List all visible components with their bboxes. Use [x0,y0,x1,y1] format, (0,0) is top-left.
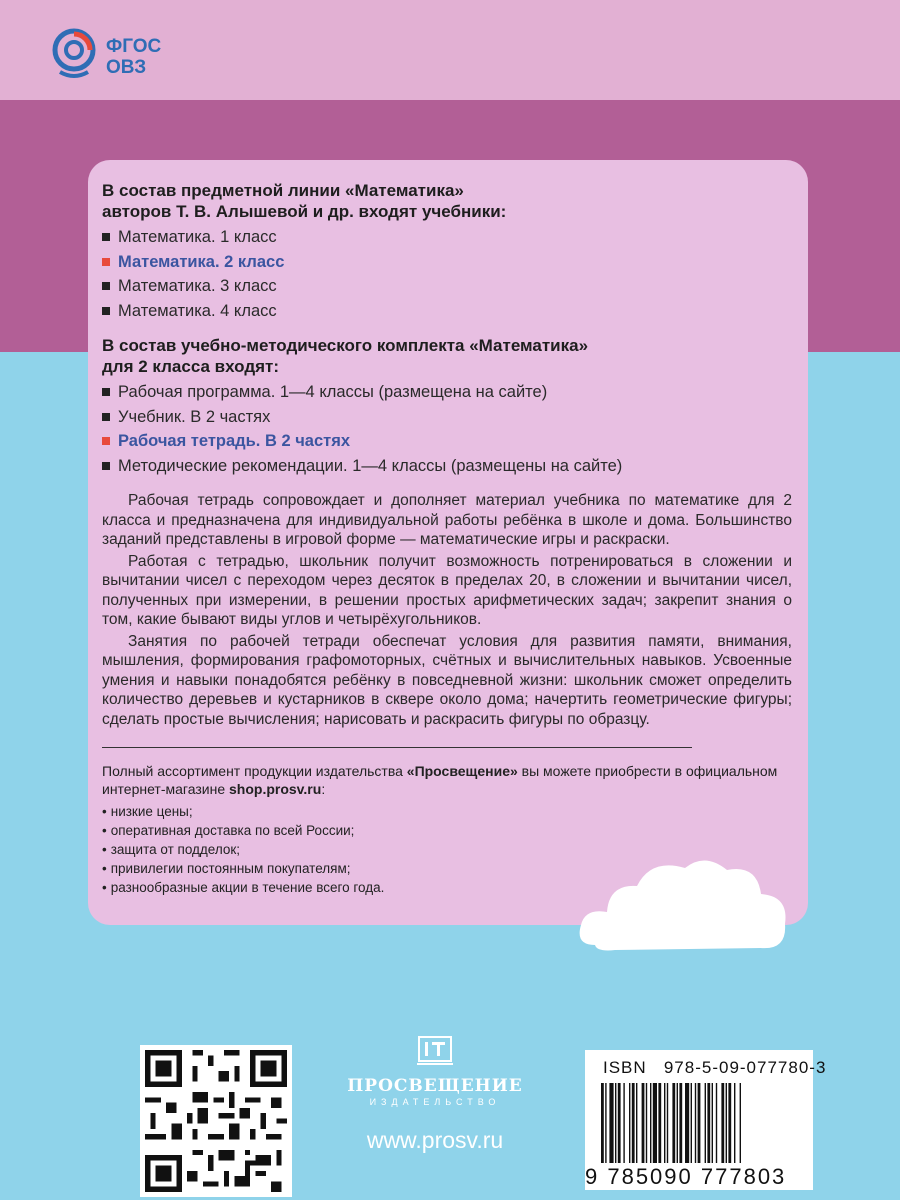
shop-notice [102,762,792,798]
square-bullet-icon [102,258,110,266]
square-bullet-icon [102,413,110,421]
square-bullet-icon [102,388,110,396]
logo-line-1: ФГОС [106,36,162,57]
fgos-ovz-logo [50,28,180,83]
list-item-label: Математика. 1 класс [118,228,277,246]
list-item: • оперативная доставка по всей России; [102,821,792,840]
list-item [102,225,792,250]
square-bullet-icon [102,437,110,445]
square-bullet-icon [102,462,110,470]
panel-content [102,180,792,897]
shop-publisher-name: «Просвещение» [406,763,518,779]
list-item-label: Методические рекомендации. 1—4 классы (размещены на сайте) [118,456,623,475]
publisher-url: www.prosv.ru [366,1127,504,1153]
list-item: • разнообразные акции в течение всего года. [102,878,792,897]
kit-heading-2: для 2 класса входят: [102,357,280,376]
subject-line-section [102,180,792,323]
fgos-circle-icon [50,28,98,80]
kit-section [102,335,792,478]
kit-list [102,380,792,478]
logo-line-2: ОВЗ [106,57,147,78]
cloud-illustration [575,850,795,970]
list-item-label: Рабочая тетрадь. В 2 частях [118,432,351,450]
textbook-list [102,225,792,323]
list-item [102,454,792,479]
square-bullet-icon [102,233,110,241]
publisher-logo-icon [415,1035,455,1067]
square-bullet-icon [102,307,110,315]
publisher-block [340,1035,530,1155]
logo-text [106,36,161,78]
info-panel [88,160,808,925]
isbn-label: ISBN 978-5-09-077780-3 [603,1058,827,1077]
divider [102,747,692,748]
list-item: • привилегии постоянным покупателям; [102,859,792,878]
kit-heading [102,335,792,377]
shop-text-middle: вы можете приобрести в официальном интернет-магазине [102,763,778,797]
subject-line-heading-1: В состав предметной линии «Математика» [102,181,464,200]
shop-site-link: shop.prosv.ru [229,781,322,797]
list-item-label: Математика. 4 класс [118,301,277,320]
list-item [102,405,792,430]
shop-text-before: Полный ассортимент продукции издательства [102,763,407,779]
list-item: • защита от подделок; [102,840,792,859]
square-bullet-icon [102,282,110,290]
isbn-barcode-box [585,1050,827,1190]
list-item [102,299,792,324]
list-item [102,380,792,405]
barcode-digits: 9 785090 777803 [585,1164,787,1189]
list-item-label: Математика. 2 класс [118,252,285,271]
list-item-label: Учебник. В 2 частях [118,407,271,426]
subject-line-heading-2: авторов Т. В. Алышевой и др. входят учебники: [102,202,507,221]
description-paragraph-3: Занятия по рабочей тетради обеспечат условия для развития памяти, внимания, мышления, формирования графомоторных, счётных и вычислительных навыков. Усвоенные умения и навыки понадобятся ребёнку в повседневной жизни: школьник сможет определить количество деревьев и кустарников в сквере около дома; начертить геометрические фигуры; сделать простые вычисления; нарисовать и раскрасить фигуры по образцу. [102,632,792,728]
kit-heading-1: В состав учебно-методического комплекта «Математика» [102,336,589,355]
subject-line-heading [102,180,792,222]
description-paragraph-2: Работая с тетрадью, школьник получит возможность потренироваться в сложении и вычитании чисел с переходом через десяток в пределах 20, в сложении и вычитании чисел, полученных при измерении, в решении простых арифметических задач; закрепит знания о том, какие бывают виды углов и четырёхугольников. [102,552,792,628]
list-item-highlighted [102,250,792,275]
description [102,491,792,729]
list-item: • низкие цены; [102,802,792,821]
publisher-subtitle: ИЗДАТЕЛЬСТВО [369,1097,501,1107]
publisher-name: ПРОСВЕЩЕНИЕ [347,1076,523,1096]
list-item-label: Математика. 3 класс [118,277,277,295]
list-item [102,274,792,299]
barcode [599,1083,801,1163]
shop-text-after: : [321,781,326,797]
list-item-label: Рабочая программа. 1—4 классы (размещена на сайте) [118,383,548,401]
list-item-highlighted [102,429,792,454]
description-paragraph-1: Рабочая тетрадь сопровождает и дополняет материал учебника по математике для 2 класса и предназначена для индивидуальной работы ребёнка в школе и дома. Большинство заданий представлены в игровой форме — математические игры и раскраски. [102,492,792,548]
qr-code [140,1045,292,1197]
